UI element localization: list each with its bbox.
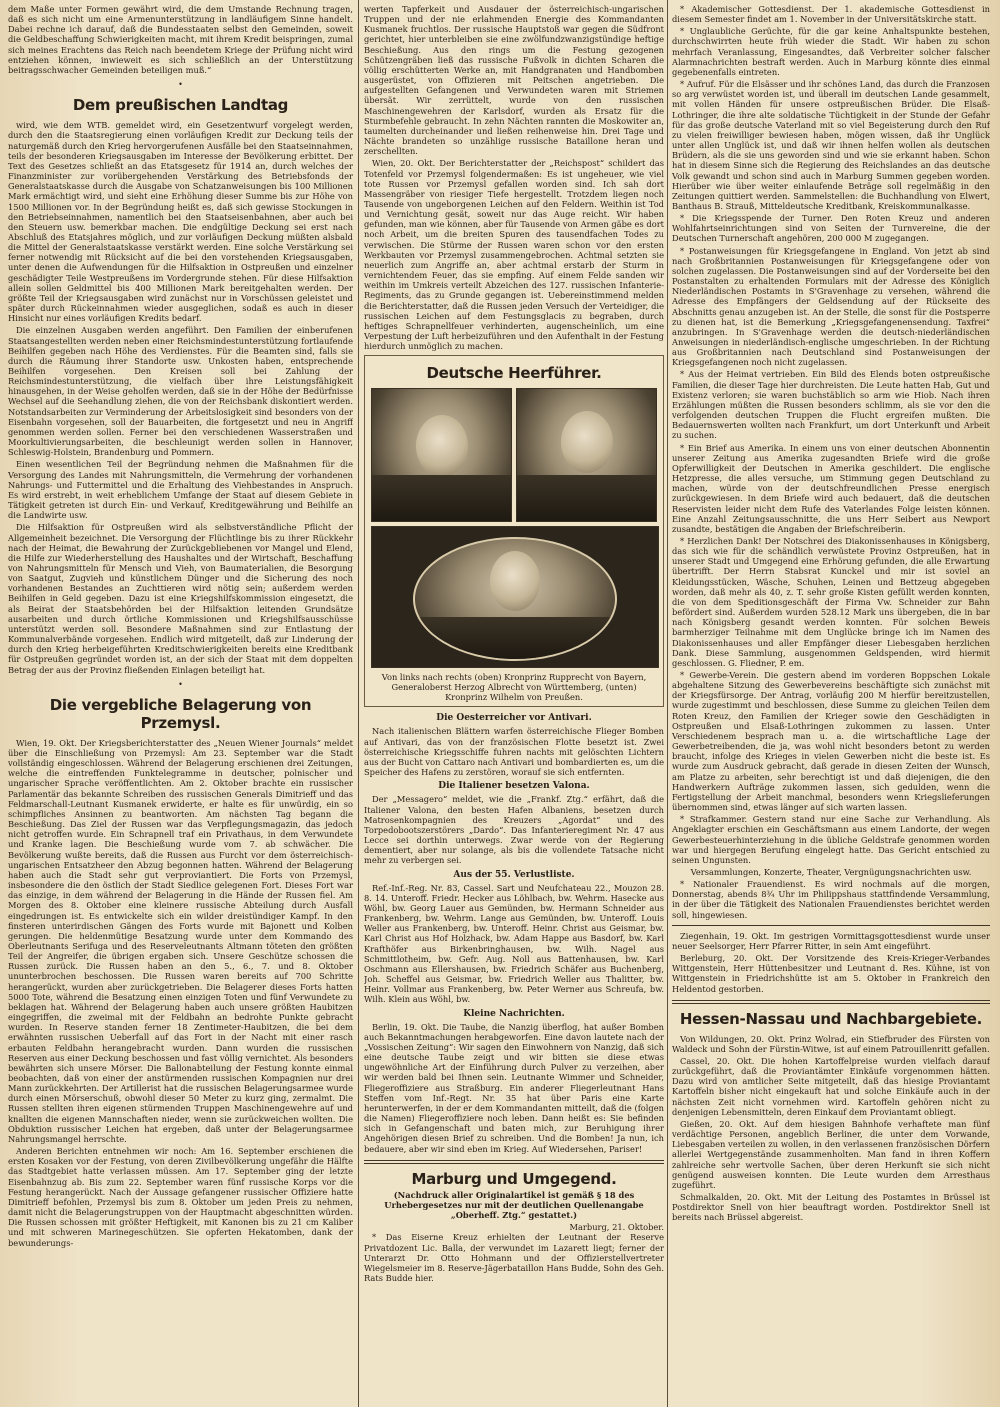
- figure-title: Deutsche Heerführer.: [426, 364, 602, 383]
- article-paragraph: Wien, 19. Okt. Der Kriegsberichterstatter des „Neuen Wiener Journals“ meldet über die Einschließung von Przemysl: Am 23. September war die Stadt vollständig eingeschlossen. Während der Belagerung erschienen drei Zeitungen, welche die eintreffenden Funktelegramme in deutscher, polnischer und ungarischer Sprache veröffentlichten. Am 2. Oktober brachte ein russischer Parlamentär das bekannte Schreiben des russischen Generals Dimitrieff und das Feldmarschall-Leutnant Kusmanek erwiderte, er halte es für unwürdig, ein so schimpfliches Ansinnen zu beantworten. Am nächsten Tag begann die Beschießung. Das Ziel der Russen war das Verpflegungsmagazin, das jedoch nicht getroffen wurde. Ein Schrapnell traf ein Privathaus, in dem Verwundete und Kranke lagen. Die Beschießung wurde vom 7. ab schwächer. Die Bevölkerung wußte bereits, daß die Russen aus Furcht vor dem österreichisch-ungarischen Entsatzheer den Abzug begonnen hatten. Während der Belagerung haben auch die Stadt sehr gut verproviantiert. Die Forts von Przemysl, insbesondere die den östlich der Stadt Siedlice gelegenen Fort. Dieses Fort war das einzige, in dem während der Belagerung in die Hände der Russen fiel. Am Morgen des 8. Oktober eine kleinere russische Abteilung durch Ausfall eingedrungen ist. Es entwickelte sich ein wilder dreistündiger Kampf. In den finsteren unterirdischen Gängen des Forts wurde mit Bajonett und Kolben gerungen. Die heldenmütige Besatzung wurde unter dem Kommando des Oberleutnants Serifuga und des Reserveleutnants Altmann töteten den größten Teil der Angreifer, die übrigen ergaben sich. Unsere Geschütze schossen die Russen zurück. Die Russen haben an den 5., 6., 7. und 8. Oktober ununterbrochen beschossen. Die Russen waren bereits auf 700 Schritte herangerückt, wurden aber zurückgetrieben. Die Belagerer dieses Forts hatten 5000 Tote, während die Besatzung einen einzigen Toten und fünf Verwundete zu beklagen hat. Während der Belagerung haben auch unsere größten Haubitzen eingegriffen, die zweimal mit der Feldbahn an bedrohte Punkte gebracht wurden. In Reserve standen ferner 18 Zentimeter-Haubitzen, die bei dem erwähnten russischen Ueberfall auf das Fort in der Nacht mit einer rasch erbauten Feldbahn herangebracht wurden. Dann wurden die russischen Reserven aus einer Deckung beschossen und fast völlig vernichtet. Als besonders bewährten sich unsere Mörser. Die Ballonabteilung der Festung konnte einmal beobachten, daß von einer der anstürmenden russischen Kompagnien nur drei Mann zurückkehrten. Der Artillerist hat die russischen Belagerungsarmee wurde durch einen Mörserschuß, obwohl dieser 50 Meter zu kurz ging, zermalmt. Die Russen stellten ihren eigenen stürmenden Truppen Maschinengewehre auf und knallten die eigenen Mannschaften nieder, wenn sie zurückweichen wollten. Die Obduktion russischer Leichen hat ergeben, daß unter der Belagerungsarmee Nahrungsmangel herrschte.: [8, 737, 353, 1144]
- article-paragraph: Wien, 20. Okt. Der Berichterstatter der „Reichspost“ schildert das Totenfeld vor Przemysl folgendermaßen: Es ist ungeheuer, wie viel tote Russen vor Przemysl gefallen worden sind. Ich sah dort Massengräber von riesiger Tiefe hergestellt. Trotzdem liegen noch Tausende von ungeborgenen Leichen auf den Feldern. Weithin ist Tod und Vernichtung gesät, soweit nur das Auge reicht. Wir haben gefunden, man wie können, aber für Tausende von Armen gäbe es dort noch Arbeit, um die breiten Spuren des tausendfachen Todes zu verwischen. Die Stürme der Russen waren schon vor den ersten Werkbauten vor Przemysl zusammengebrochen. Achtmal setzten sie neuerlich zum Angriffe an, aber achtmal erstarb der Sturm in vernichtendem Feuer, das sie empfing. Auf einem Felde sanden wir weithin im Umkreis verteilt Abzeichen des 127. russischen Infanterie-Regiments, das zu Grunde gegangen ist. Uebereinstimmend melden die Berichterstatter, daß die Russen jeden Versuch der Verteidiger, die russischen Leichen auf dem Festungsglacis zu begraben, durch heftiges Schrapnellfeuer verhinderten, augenscheinlich, um eine Verpestung der Luft herbeizuführen und den Aufenthalt in der Festung hierdurch unmöglich zu machen.: [364, 158, 664, 352]
- portrait-albrecht-photo: [516, 388, 657, 522]
- figure-caption: Von links nach rechts (oben) Kronprinz Rupprecht von Bayern, Generaloberst Herzog Albrecht von Württemberg, (unten) Kronprinz Wilhelm von Preußen.: [381, 672, 647, 703]
- local-news-item: * Unglaubliche Gerüchte, für die gar keine Anhaltspunkte bestehen, durchschwirrten heute früh wieder die Stadt. Wir haben zu schon mehrfach Veranlassung, Eingesandtes, daß Verbreiter solcher falscher Alarmnachrichten bestraft werden. Auch in Marburg könnte dies einmal gegebenenfalls eintreten.: [672, 26, 990, 77]
- column-right: [672, 4, 990, 1225]
- article-paragraph: Die Hilfsaktion für Ostpreußen wird als selbstverständliche Pflicht der Allgemeinheit bezeichnet. Die Versorgung der Flüchtlinge bis zu ihrer Rückkehr nach der Heimat, die Bewahrung der Zurückgebliebenen vor Mangel und Elend, die Hilfe zur Wiederherstellung des Haushaltes und der Wirtschaft, Beschaffung von Nahrungsmitteln für Mensch und Vieh, von Baumaterialien, die Besorgung von Saatgut, Zugvieh und künstlichem Dünger und die Sicherung des noch vorhandenen Bestandes an Zuchttieren wird nötig sein; außerdem werden Beihilfen in Geld gegeben. Dazu ist eine Kriegshilfskommission eingesetzt, die als Beirat der Staatsbehörden bei der Hilfsaktion leitenden Grundsätze ausarbeiten und durch örtliche Kommissionen und Kriegshilfsausschüsse unterstützt werden soll. Besondere Maßnahmen sind zur Entlastung der Kommunalverbände vorgesehen. Endlich wird mitgeteilt, daß zur Linderung der durch den Krieg herbeigeführten Kreditschwierigkeiten bereits eine Kreditbank für Ostpreußen gegründet worden ist, an der sich der Staat mit dem doppelten Betrag der aus der Provinz fließenden Einlagen beteiligt hat.: [8, 522, 353, 675]
- local-news-item: * Ein Brief aus Amerika. In einem uns von einer deutschen Abonnentin unserer Zeitung aus Amerika zugesandten Briefe wird die große Opferwilligkeit der Deutschen in Amerika geschildert. Die englische Hetzpresse, die alles versuche, um Stimmung gegen Deutschland zu machen, würde von der deutschfreundlichen Presse energisch zurückgewiesen. In dem Briefe wird auch bedauert, daß die deutschen Reservisten leider nicht dem Rufe des Vaterlandes Folge leisten können. Eine Anzahl Zeitungsausschnitte, die uns Herr Seibert aus Newport zusandte, bestätigen die Angaben der Briefschreiberin.: [672, 442, 990, 534]
- portrait-rupprecht-photo: [371, 388, 512, 522]
- article-paragraph: Einen wesentlichen Teil der Begründung nehmen die Maßnahmen für die Versorgung des Landes mit Nahrungsmitteln, die Vermehrung der vorhandenen Nahrungs- und Futtermittel und die Erhaltung des Viehbestandes in Anspruch. Es wird erstrebt, in weit erheblichem Umfange der Staat auf diesem Gebiete in Tätigkeit getreten ist durch Ein- und Verkauf, Kreditgewährung und Beihilfe an die Landwirte usw.: [8, 459, 353, 521]
- copyright-note: (Nachdruck aller Originalartikel ist gemäß § 18 des Urhebergesetzes nur mit der deutlichen Quellenangabe „Oberheff. Ztg.“ gestattet.): [384, 1189, 644, 1221]
- local-news-item: * Gewerbe-Verein. Die gestern abend im vorderen Boppschen Lokale abgehaltene Sitzung des Gewerbevereins beschäftigte sich zunächst mit der Kriegsfürsorge. Der Antrag, vorläufig 200 M hierfür bereitzustellen, wurde zugestimmt und beschlossen, diese Summe zu gleichen Teilen dem Roten Kreuz, den Familien der Krieger sowie den Geschädigten in Ostpreußen und Elsaß-Lothringen zukommen zu lassen. Unter Verschiedenem besprach man u. a. die wirtschaftliche Lage der Gewerbetreibenden, die ja, was wohl nicht besonders betont zu werden braucht, infolge des Krieges in vielen Gewerben nicht die beste ist. Es wurde zum Ausdruck gebracht, daß gerade in diesen Zeiten der Wunsch, am Platze zu arbeiten, sehr berechtigt ist und daß diejenigen, die den Handwerkern Aufträge zukommen lassen, sich gedulden, wenn die Fertigstellung der Arbeit manchmal, besonders wenn Kriegslieferungen übernommen sind, etwas länger auf sich warten lassen.: [672, 670, 990, 813]
- portrait-wilhelm-frame: [371, 526, 659, 668]
- divider: [672, 925, 990, 926]
- regional-news-item: Gießen, 20. Okt. Auf dem hiesigen Bahnhofe verhaftete man fünf verdächtige Personen, angeblich Berliner, die unter dem Vorwande, Liebesgaben verteilen zu wollen, in den verlassenen französischen Dörfern allerlei Wertgegenstände zusammenholten. Man fand in ihren Koffern zahlreiche sehr wertvolle Sachen, über deren Herkunft sie sich nicht genügend ausweisen konnten. Die Leute wurden dem Arresthaus zugeführt.: [672, 1118, 990, 1190]
- article-paragraph: Nach italienischen Blättern warfen österreichische Flieger Bomben auf Antivari, das von der französischen Flotte besetzt ist. Zwei österreichische Kriegsschiffe fuhren nachts mit gelöschten Lichtern aus der Bucht von Cattaro nach Antivari und bombardierten es, um die Speicher des Hafens zu zerstören, worauf sie sich entfernten.: [364, 726, 664, 778]
- portrait-figure: [364, 355, 664, 707]
- section-subheading: Versammlungen, Konzerte, Theater, Vergnügungsnachrichten usw.: [690, 866, 972, 877]
- verlustliste-headline: Aus der 55. Verlustliste.: [453, 869, 575, 880]
- article-paragraph: werten Tapferkeit und Ausdauer der österreichisch-ungarischen Truppen und der nie erlahmenden Energie des Kommandanten Kusmanek fruchtlos. Der russische Hauptstoß war gegen die Südfront gerichtet, hier unterbleiben sie eine zwölfundzwanzigstündige heftige Beschießung. Aus den rings um die Festung gezogenen Schützengräben ließ das russische Fußvolk in dichten Scharen die völlig erschütterten Werke an, mit Handgranaten und Handbomben ausgerüstet, von Offizieren mit Peitschen angetrieben. Die aufgestellten Gefangenen und Verwundeten waren mit Striemen übersät. Wir zerrüttelt, wurde von den russischen Maschinengewehren der Karlsdorf, wurden als Ersatz für die Sturmbefehle gebraucht. In zehn Nächten rannten die Moskowiter an, taumelten durcheinander und ließen reihenweise hin. Drei Tage und Nächte brandeten so unzählige russische Bataillone heran und zerschellten.: [364, 4, 664, 157]
- column-middle: [364, 4, 664, 1285]
- kleine-nachrichten-headline: Kleine Nachrichten.: [463, 1008, 565, 1019]
- landtag-headline: Dem preußischen Landtag: [72, 96, 289, 115]
- local-news-item: * Postanweisungen für Kriegsgefangene in England. Von jetzt ab sind nach Großbritannien Postanweisungen für Kriegsgefangene oder von solchen zugelassen. Die Postanweisungen sind auf der Vorderseite bei den Postanstalten zu erhaltenden Formulars mit der Adresse des Königlich Niederländischen Postamts in S'Gravenhage zu versehen, während die Adresse des Empfängers der Geldsendung auf der Rückseite des Abschnitts genau anzugeben ist. An der Stelle, die sonst für die Postsperre zu dienen hat, ist die Bemerkung „Kriegsgefangenensendung. Taxfrei“ anzubringen. In S'Gravenhage werden die deutsch-niederländischen Anweisungen in niederländisch-englische umgeschrieben. In der Richtung aus Großbritannien nach Deutschland sind Postanweisungen der Kriegsgefangenen noch nicht zugelassen.: [672, 245, 990, 368]
- article-paragraph: Der „Messagero“ meldet, wie die „Frankf. Ztg.“ erfährt, daß die Italiener Valona, den besten Hafen Albaniens, besetzen durch Matrosenkompagnien des Kreuzers „Agordat“ und des Torpedobootszerstörers „Dardo“. Das Infanterieregiment Nr. 47 aus Lecce sei dorthin unterwegs. Zwar werde von der Regierung dementiert, aber nur solange, als bis die vollendete Tatsache nicht mehr zu verbergen sei.: [364, 794, 664, 866]
- portrait-wilhelm-photo: [413, 537, 617, 661]
- local-news-item: * Aufruf. Für die Elsässer und ihr schönes Land, das durch die Franzosen so arg verwüstet worden ist, und überall im deutschen Lande gesammelt, mit vollen Händen für unsere ostpreußischen Brüder. Die Elsaß-Lothringer, die ihre alte soldatische Tüchtigkeit in der Stunde der Gefahr für das große deutsche Vaterland mit so viel Begeisterung durch den Ruf zu vielen freiwilliger bewiesen haben, mögen wissen, daß ihr Unglück unter allen Unglück ist, und daß wir ihnen helfen wollen als deutschen Brüdern, als die sie uns geworden sind und wie sie erkannt haben. Schon hat in diesem Sinne sich die Regierung des Reichslandes an das deutsche Volk gewandt und schon sind auch in Marburg Summen gegeben worden. Hierüber wie über weiter einlaufende Beträge soll regelmäßig in den Zeitungen quittiert werden. Sammelstellen: die Buchhandlung von Elwert, Banthaus B. Strauß, Mitteldeutsche Kreditbank, Kreiskommunalkasse.: [672, 79, 990, 211]
- marburg-headline: Marburg und Umgegend.: [411, 1169, 617, 1188]
- article-paragraph: Die einzelnen Ausgaben werden angeführt. Den Familien der einberufenen Staatsangestellten werden neben einer Reichsmindestunterstützung fortlaufende Beihilfen gegeben nach Höhe des Verdienstes. Für die Beamten sind, falls sie durch die Räumung ihrer Standorte usw. Unkosten haben, entsprechende Beihilfen vorgesehen. Den Kreisen soll bei Zahlung der Reichsmindestunterstützung, die vielfach über ihre Leistungsfähigkeit hinausgehen, in der Weise geholfen werden, daß sie in der Höhe der Bedürfnisse Wechsel auf die Seehandlung ziehen, die von der Reichsbank diskontiert werden. Notstandsarbeiten zur Verminderung der Arbeitslosigkeit sind besonders von der Eisenbahn vorgesehen, soll der Bauarbeiten, die fortgesetzt und neu in Angriff genommen werden sollen. Ferner bei den verschiedenen Wasserstraßen und Moorkultivierungsarbeiten, die beschleunigt werden sollen in Hannover, Schleswig-Holstein, Brandenburg und Pommern.: [8, 325, 353, 458]
- local-news-item: * Akademischer Gottesdienst. Der 1. akademische Gottesdienst in diesem Semester findet am 1. November in der Universitätskirche statt.: [672, 4, 990, 25]
- article-paragraph: Ref.-Inf.-Reg. Nr. 83, Cassel. Sart und Neufchateau 22., Mouzon 28. 8. 14. Unteroff. Friedr. Hecker aus Löhlbach, bw. Wehrm. Hasecke aus Wöhl, bw. Georg Lauer aus Gemünden, bw. Hermann Schneider aus Frankenberg, bw. Wehrm. Lange aus Gemünden, bw. Unteroff. Louis Weller aus Frankenberg, bw. Unteroff. Heinr. Christ aus Geismar, bw. Karl Christ aus Hof Holzhack, bw. Adam Happe aus Basdorf, bw. Karl Krafthöfer aus Birkenbringhausen, bw. Wilh. Nagel aus Schmittlotheim, bw. Gefr. Aug. Noll aus Battenhausen, bw. Karl Oschmann aus Ellershausen, bw. Friedrich Schäfer aus Buchenberg, Joh. Scheffel aus Geismar, bw. Friedrich Weller aus Thalitter, bw. Heinr. Vollmar aus Frankenberg, bw. Peter Werner aus Schreufa, bw. Wilh. Klein aus Wöhl, bw.: [364, 882, 664, 1005]
- intro-text: dem Maße unter Formen gewährt wird, die dem Umstande Rechnung tragen, daß es sich nicht um eine Armenunterstützung in landläufigem Sinne handelt. Dabei rechne ich darauf, daß die Bundesstaaten selbst den Gemeinden, soweit die Geldbeschaffung Schwierigkeiten macht, mit ihrem Kredit beispringen, zumal sich meines Erachtens das Reich nach beendetem Kriege der Prüfung nicht wird entziehen können, inwieweit es sich schließlich an der Unterstützung beitragsschwacher Gemeinden beteiligen muß.“: [8, 4, 353, 75]
- article-paragraph: * Das Eiserne Kreuz erhielten der Leutnant der Reserve Privatdozent Lic. Balla, der verwundet im Lazarett liegt; ferner der Unterarzt Dr. Otto Hohmann und der Offizierstellvertreter Wiegelsmeier im 8. Reserve-Jägerbataillon Hans Budde, Sohn des Geh. Rats Budde hier.: [364, 1232, 664, 1283]
- separator: •: [178, 679, 183, 689]
- article-paragraph: wird, wie dem WTB. gemeldet wird, ein Gesetzentwurf vorgelegt werden, durch den die Staatsregierung einen vorläufigen Kredit zur Deckung teils der naturgemäß durch den Krieg hervorgerufenen Ausfälle bei den Staatseinnahmen, teils der besonderen Kriegsausgaben im Interesse der Bevölkerung erbittet. Der Text des Gesetzes schließt an das Etatsgesetz für 1914 an, durch welches der Finanzminister zur vorübergehenden Verstärkung des Betriebsfonds der Generalstaatskasse durch die Ausgabe von Schatzanweisungen bis 100 Millionen Mark ermächtigt wird, und sieht eine Erhöhung dieser Summe bis zur Höhe von 1500 Millionen vor. In der Begründung heißt es, daß sich gewisse Stockungen in den Betriebseinnahmen, namentlich bei den Staatseisenbahnen, aber auch bei den Steuern usw. bemerkbar machen. Die endgültige Deckung sei erst nach Abschluß des Etatsjahres möglich, und zur vorläufigen Deckung müßten alsbald die Mittel der Generalstaatskasse verstärkt werden. Eine solche Verstärkung sei ferner notwendig mit Rücksicht auf die bei den vorstehenden Kriegsausgaben, unter denen die Aufwendungen für die Hilfsaktion in Ostpreußen und einzelner geschädigter Teile Westpreußens im Vordergrunde stehen. Für diese Hilfsaktion allein sollen Geldmittel bis 400 Millionen Mark bereitgehalten werden. Der größte Teil der Kriegsausgaben wird zunächst nur in Vorschüssen geleistet und später durch Rückeinnahmen wieder ausgeglichen, sodaß es auch in dieser Hinsicht nur eines vorläufigen Kredits bedarf.: [8, 120, 353, 324]
- article-paragraph: Anderen Berichten entnehmen wir noch: Am 16. September erschienen die ersten Kosaken vor der Festung, von deren Zivilbevölkerung ungefähr die Hälfte das Stadtgebiet hatte verlassen müssen. Am 17. September ging der letzte Eisenbahnzug ab. Bis zum 22. September waren fünf russische Korps vor die Festung herangerückt. Nach der Aussage gefangener russischer Offiziere hatte Dimitrieff befohlen, Przemysl bis zum 8. Oktober um jeden Preis zu nehmen, damit nicht die Belagerungstruppen von der Hauptmacht abgeschnitten würden. Die Russen schossen mit größter Heftigkeit, mit Kanonen bis zu 21 cm Kaliber und mit schweren Marinegeschützen. Sie opferten Hekatomben, dank der bewunderungs-: [8, 1146, 353, 1248]
- local-news-item: * Aus der Heimat vertrieben. Ein Bild des Elends boten ostpreußische Familien, die dieser Tage hier durchreisten. Die Leute hatten Hab, Gut und Existenz verloren; sie waren buchstäblich so arm wie Hiob. Nach ihren Erzählungen müßten die Russen besonders schlimm, als sie vor den die verfolgenden deutschen Truppen die Flucht ergreifen mußten. Die Bedauernswerten wollten nach Frankfurt, um dort Unterkunft und Arbeit zu suchen.: [672, 369, 990, 441]
- hessen-nassau-headline: Hessen-Nassau und Nachbargebiete.: [679, 1009, 983, 1028]
- local-news-item: * Strafkammer. Gestern stand nur eine Sache zur Verhandlung. Als Angeklagter erschien ein Geschäftsmann aus einem Landorte, der wegen Gewerbesteuerhinterziehung in die übliche Geldstrafe genommen worden war und hiergegen Berufung eingelegt hatte. Das Gericht entschied zu seinen Ungunsten.: [672, 814, 990, 865]
- divider: [672, 1000, 990, 1004]
- dateline: Marburg, 21. Oktober.: [569, 1222, 664, 1233]
- local-news-item: * Herzlichen Dank! Der Notschrei des Diakonissenhauses in Königsberg, das sich wie für die schändlich verwüstete Provinz Ostpreußen, hat in unserer Stadt und Umgegend eine Erhörung gefunden, die alle Erwartung übertrifft. Der Herrn Stabsrat Kunckel und mir ist soviel an Kleidungsstücken, Wäsche, Schuhen, Leinen und Bettzeug abgegeben worden, daß mehr als 40, z. T. sehr große Kisten gefüllt werden konnten, die von dem Speditionsgeschäft der Firma Vw. Schneider zur Bahn befördert sind. Außerdem wurden 528.12 Mark uns übergeben, die in bar nach Königsberg gesandt werden konnten. Für solchen Beweis barmherziger Teilnahme mit dem Unglücke bringe ich im Namen des Diakonissenhauses und aller Empfänger dieser Liebesgaben herzlichen Dank. Diese Sammlung, ausgenommen Geldspenden, wird hiermit geschlossen. G. Fliedner, P. em.: [672, 535, 990, 668]
- divider: [364, 1160, 664, 1164]
- column-left: [8, 4, 353, 1250]
- article-paragraph: Berlin, 19. Okt. Die Taube, die Nanzig überflog, hat außer Bomben auch Bekanntmachungen herabgeworfen. Eine davon lautete nach der „Vossischen Zeitung“: Wir sagen den Einwohnern von Nanzig, daß sich eine deutsche Taube zeigt und wir bitten sie diese etwas ungewöhnliche Art der Einführung durch Pulver zu verzeihen, aber wir werden bald bei Ihnen sein. Leutnante Wimmer und Schneider, Fliegeroffiziere aus Straßburg. Ein anderer Fliegerleutnant Hans Steffen vom Inf.-Regt. Nr. 35 hat über Paris eine Karte herunterwerfen, in der er dem Kommandanten mitteilt, daß die (folgen die Namen) Fliegeroffiziere noch leben. Dann heißt es: Sie befinden sich in Gefangenschaft und baten mich, zur Beruhigung ihrer Angehörigen diesen Brief zu schreiben. Und die Bomben! Ja nun, ich bedauere, aber wir sind eben im Krieg. Auf Wiedersehen, Pariser!: [364, 1021, 664, 1154]
- przemysl-headline: Die vergebliche Belagerung von Przemysl.: [49, 695, 312, 732]
- local-news-item: Ziegenhain, 19. Okt. Im gestrigen Vormittagsgottesdienst wurde unser neuer Seelsorger, Herr Pfarrer Ritter, in sein Amt eingeführt.: [672, 930, 990, 951]
- column-rule: [358, 0, 359, 1407]
- separator: •: [178, 80, 183, 90]
- regional-news-item: Cassel, 20. Okt. Die hohen Kartoffelpreise wurden vielfach darauf zurückgeführt, daß die Proviantämter Einkäufe vorgenommen hätten. Dazu wird von amtlicher Seite mitgeteilt, daß das hiesige Proviantamt Kartoffeln bisher nicht eingekauft hat und solche Einkäufe auch in der nächsten Zeit nicht vornehmen wird. Kartoffeln gehören nicht zu denjenigen Lebensmitteln, deren Einkauf dem Proviantamt obliegt.: [672, 1056, 990, 1117]
- regional-news-item: Schmalkalden, 20. Okt. Mit der Leitung des Postamtes in Brüssel ist Postdirektor Snell von hier beauftragt worden. Postdirektor Snell ist bereits nach Brüssel abgereist.: [672, 1192, 990, 1223]
- local-news-item: * Die Kriegsspende der Turner. Den Roten Kreuz und anderen Wohlfahrtseinrichtungen sind von Seiten der Turnvereine, die der Deutschen Turnerschaft angehören, 200 000 M zugegangen.: [672, 213, 990, 244]
- column-rule: [667, 0, 668, 1407]
- antivari-headline: Die Oesterreicher vor Antivari.: [436, 713, 592, 724]
- local-news-item: * Nationaler Frauendienst. Es wird nochmals auf die morgen, Donnerstag, abends 8¾ Uhr im Philippshaus stattfindende Versammlung, in der über die Tätigkeit des Nationalen Frauendienstes berichtet werden soll, hingewiesen.: [672, 879, 990, 920]
- valona-headline: Die Italiener besetzen Valona.: [438, 781, 590, 792]
- regional-news-item: Von Wildungen, 20. Okt. Prinz Wolrad, ein Stiefbruder des Fürsten von Waldeck und Sohn der Fürstin-Witwe, ist auf einem Patrouillenritt gefallen.: [672, 1033, 990, 1054]
- local-news-item: Berleburg, 20. Okt. Der Vorsitzende des Kreis-Krieger-Verbandes Wittgenstein, Herr Hüttenbesitzer und Leutnant d. Res. Kühne, ist von Wittgenstein in Friedrichshütte ist am 5. Oktober in Frankreich den Heldentod gestorben.: [672, 953, 990, 994]
